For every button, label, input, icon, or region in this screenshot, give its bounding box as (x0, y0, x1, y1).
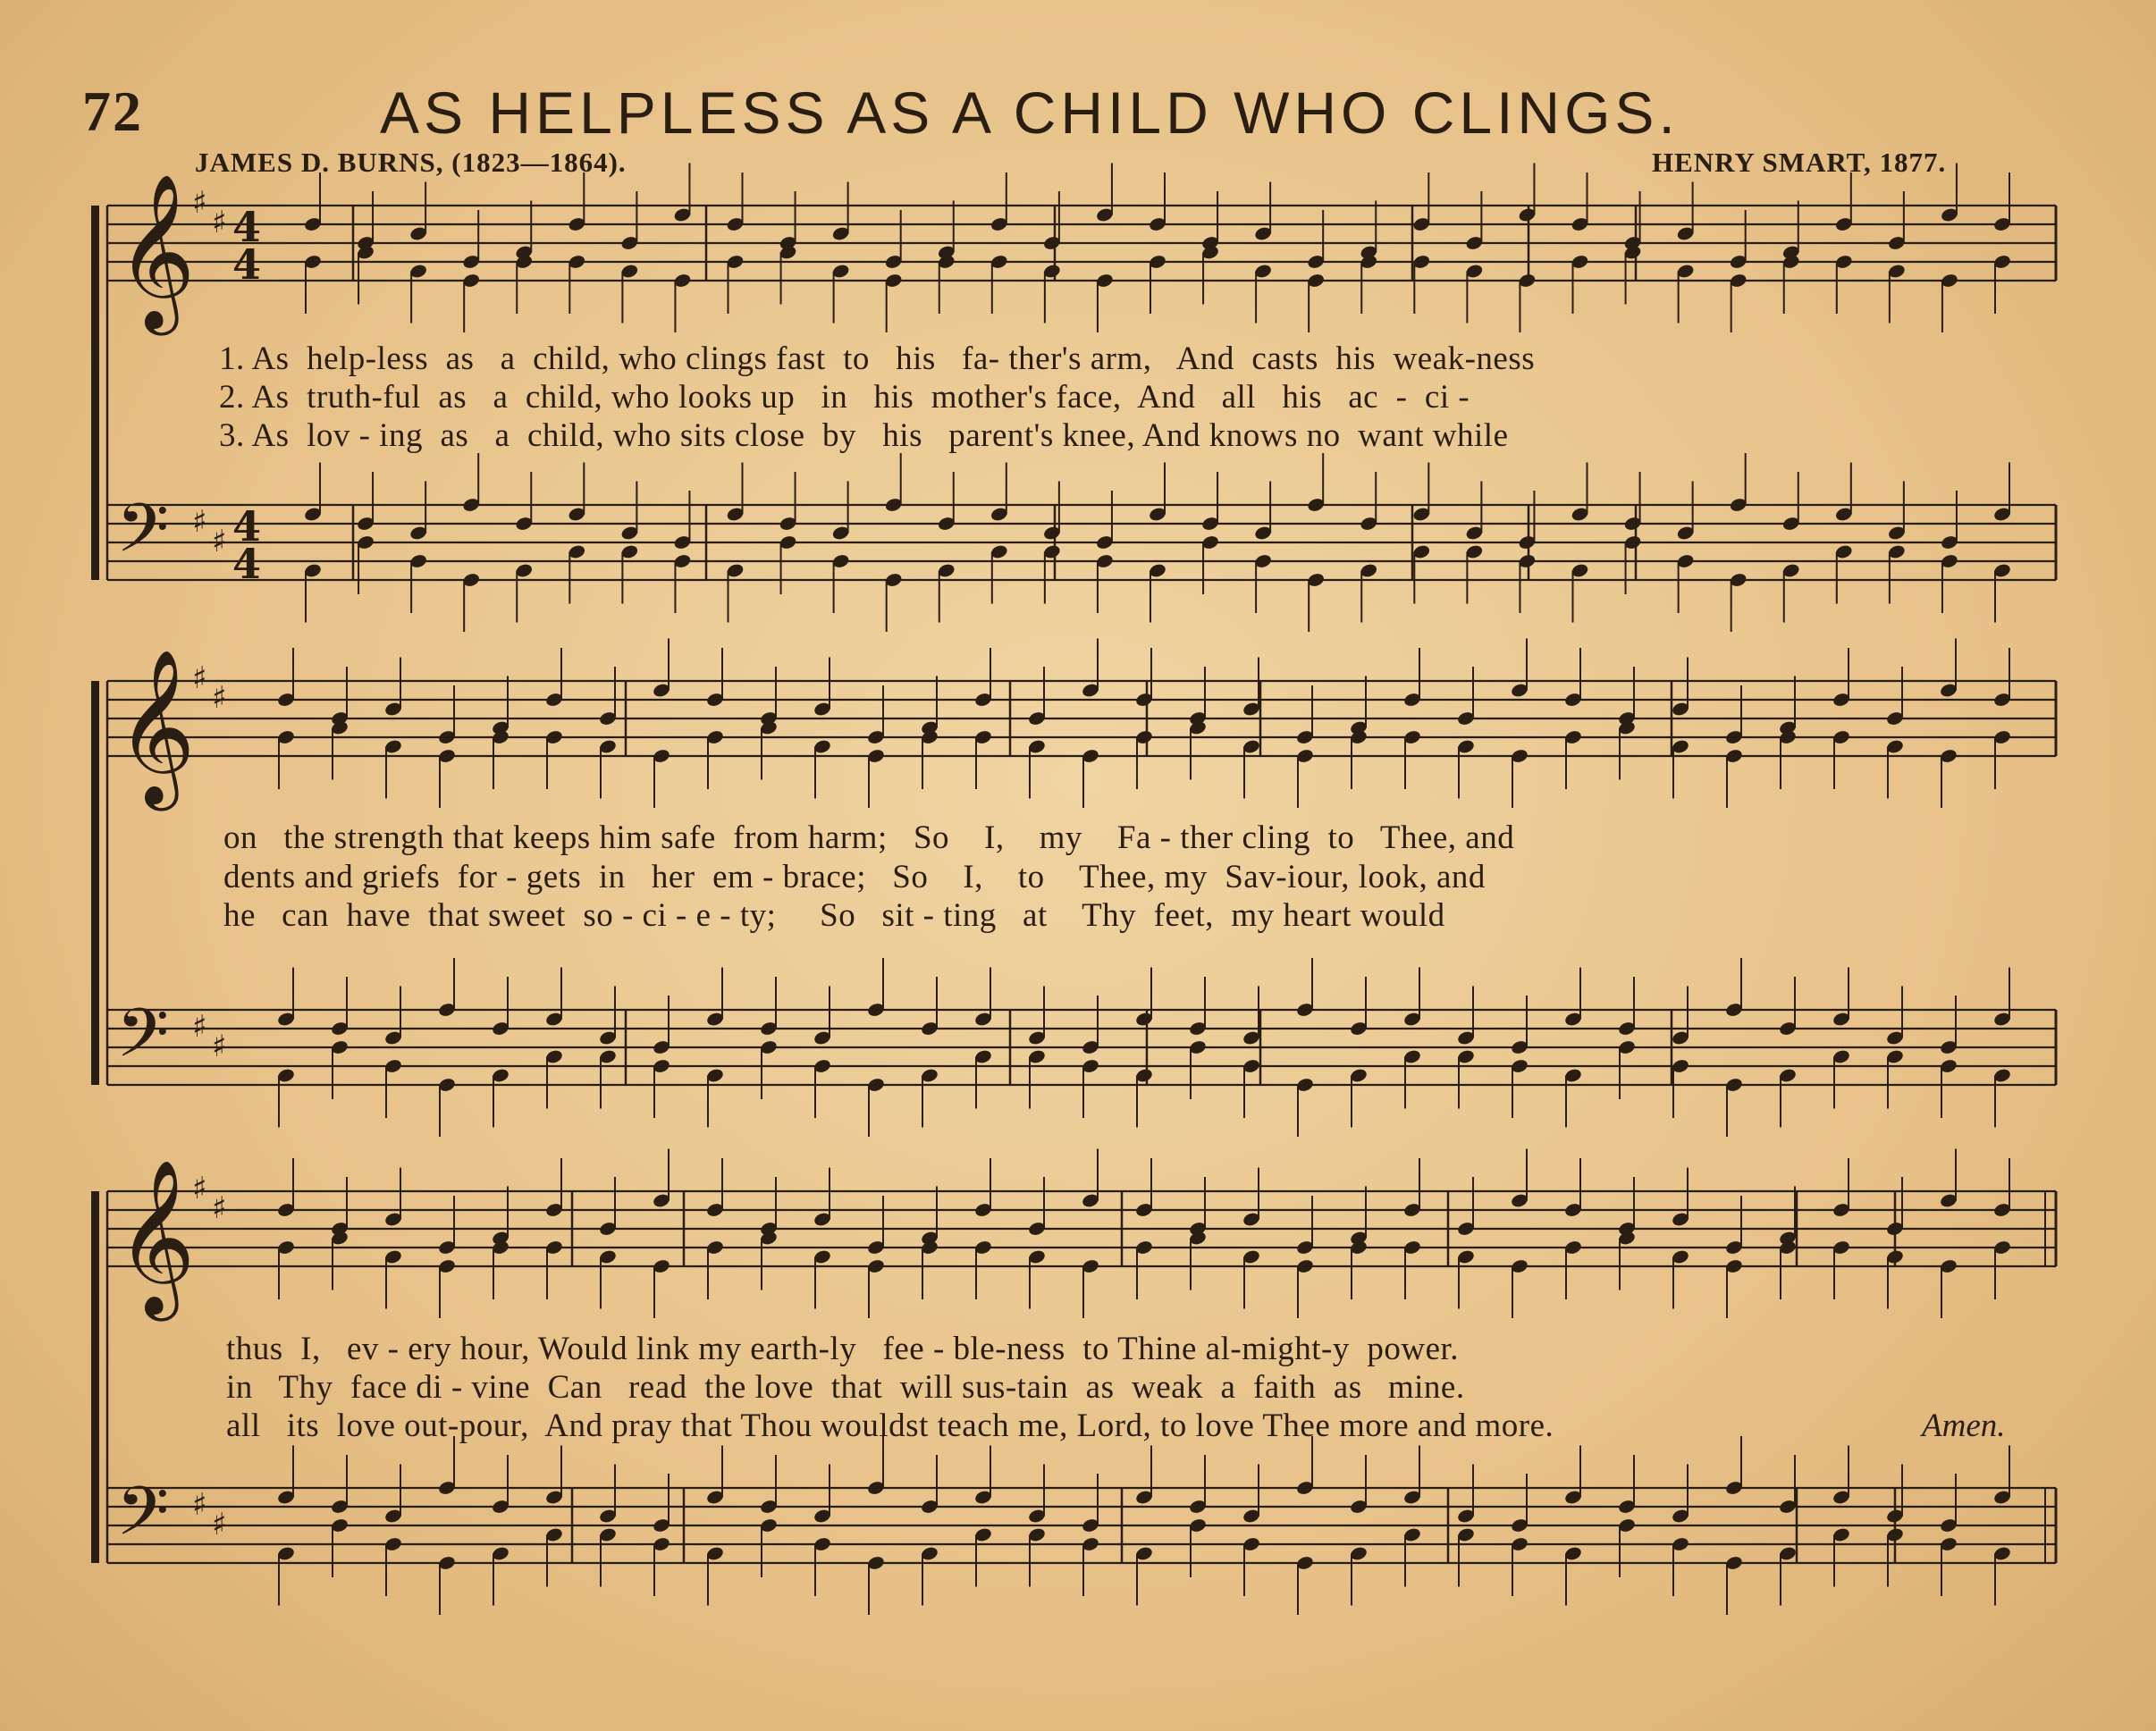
lyric-line: 3. As lov - ing as a child, who sits close by his parent's knee, And knows no want while (219, 417, 1509, 454)
sharp-icon: ♯ (192, 185, 207, 221)
sharp-icon: ♯ (192, 504, 207, 540)
lyric-line: dents and griefs for - gets in her em - brace; So I, to Thee, my Sav-iour, look, and (223, 859, 1486, 895)
hymn-title: AS HELPLESS AS A CHILD WHO CLINGS. (380, 80, 1680, 146)
system-bracket (91, 206, 99, 580)
bass-clef-icon: 𝄢 (116, 1472, 170, 1567)
sharp-icon: ♯ (212, 205, 227, 240)
composer-credit: HENRY SMART, 1877. (1652, 147, 1947, 178)
time-signature: 4 (232, 502, 262, 550)
sharp-icon: ♯ (212, 524, 227, 559)
amen-text: Amen. (1922, 1407, 2006, 1444)
sharp-icon: ♯ (192, 660, 207, 696)
sharp-icon: ♯ (192, 1009, 207, 1045)
sharp-icon: ♯ (192, 1171, 207, 1206)
bass-clef-icon: 𝄢 (116, 489, 170, 584)
system-bracket (91, 681, 99, 1085)
system-bracket (91, 1191, 99, 1563)
author-credit: JAMES D. BURNS, (1823—1864). (195, 147, 627, 178)
lyric-line: on the strength that keeps him safe from harm; So I, my Fa - ther cling to Thee, and (223, 819, 1515, 856)
lyric-line: 2. As truth-ful as a child, who looks up in his mother's face, And all his ac - ci - (219, 379, 1470, 416)
treble-clef-icon: 𝄞 (116, 1159, 196, 1315)
time-signature: 4 (232, 240, 262, 289)
lyric-line: he can have that sweet so - ci - e - ty; So sit - ting at Thy feet, my heart would (223, 897, 1445, 934)
lyric-line: thus I, ev - ery hour, Would link my earth-ly fee - ble-ness to Thine al-might-y power. (226, 1331, 1460, 1367)
time-signature: 4 (232, 540, 262, 588)
sharp-icon: ♯ (212, 1029, 227, 1064)
treble-clef-icon: 𝄞 (116, 173, 196, 329)
sharp-icon: ♯ (212, 680, 227, 716)
lyric-line: all its love out-pour, And pray that Thou wouldst teach me, Lord, to love Thee more and more. (226, 1407, 1554, 1444)
time-signature: 4 (232, 203, 262, 251)
lyric-line: in Thy face di - vine Can read the love that will sus-tain as weak a faith as mine. (226, 1369, 1465, 1406)
page-number: 72 (82, 80, 143, 143)
lyric-line: 1. As help-less as a child, who clings fast to his fa- ther's arm, And casts his weak-ness (219, 340, 1536, 377)
sharp-icon: ♯ (192, 1487, 207, 1523)
treble-clef-icon: 𝄞 (116, 649, 196, 804)
sharp-icon: ♯ (212, 1190, 227, 1226)
sharp-icon: ♯ (212, 1507, 227, 1542)
bass-clef-icon: 𝄢 (116, 994, 170, 1089)
